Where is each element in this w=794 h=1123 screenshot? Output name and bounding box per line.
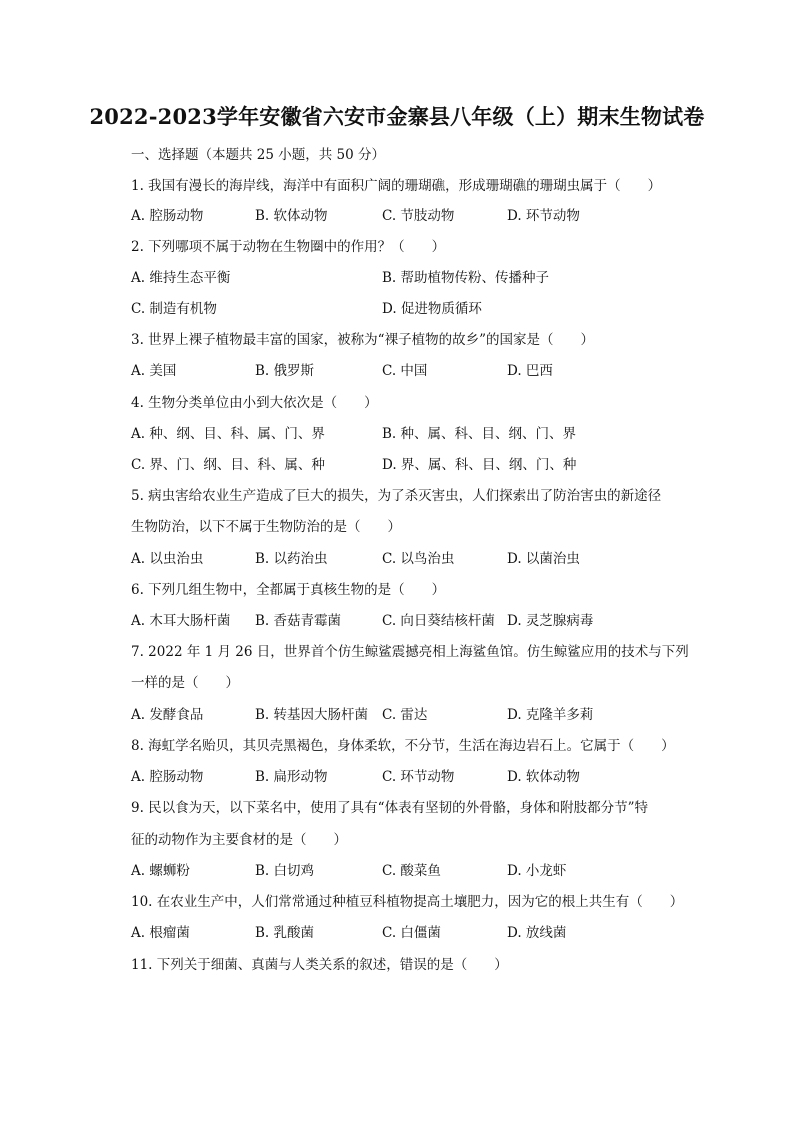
option-d: D. 以菌治虫 [507,551,580,567]
option-d: D. 克隆羊多莉 [507,707,594,723]
question-4-options-row2 [131,456,691,474]
option-d: D. 放线菌 [507,925,567,941]
question-9-stem-line1: 9. 民以食为天，以下菜名中，使用了具有“体表有坚韧的外骨骼，身体和附肢都分节”特 [131,800,648,816]
question-4-stem: 4. 生物分类单位由小到大依次是（ ） [131,395,378,411]
option-c: C. 以鸟治虫 [382,551,455,567]
option-c: C. 白僵菌 [382,925,441,941]
option-d: D. 灵芝腺病毒 [507,613,594,629]
option-b: B. 种、属、科、目、纲、门、界 [382,426,577,442]
option-d: D. 巴西 [507,363,553,379]
option-c: C. 中国 [382,363,428,379]
option-d: D. 软体动物 [507,769,580,785]
option-d: D. 促进物质循环 [382,301,482,317]
question-2-stem: 2. 下列哪项不属于动物在生物圈中的作用？（ ） [131,239,446,255]
question-3-options [131,362,691,380]
question-2-options-row2 [131,300,691,318]
option-a: A. 腔肠动物 [131,769,204,785]
option-b: B. 乳酸菌 [255,925,315,941]
option-d: D. 小龙虾 [507,863,567,879]
question-2-options-row1 [131,269,691,287]
question-10-stem: 10. 在农业生产中，人们常常通过种植豆科植物提高土壤肥力，因为它的根上共生有（ ） [131,894,684,910]
option-a: A. 以虫治虫 [131,551,204,567]
option-a: A. 维持生态平衡 [131,270,231,286]
option-a: A. 腔肠动物 [131,208,204,224]
option-a: A. 美国 [131,363,177,379]
question-6-options [131,612,691,630]
question-11-stem: 11. 下列关于细菌、真菌与人类关系的叙述，错误的是（ ） [131,957,508,973]
option-d: D. 环节动物 [507,208,580,224]
question-7-options [131,706,691,724]
question-3-stem: 3. 世界上裸子植物最丰富的国家，被称为“裸子植物的故乡”的国家是（ ） [131,332,594,348]
option-c: C. 环节动物 [382,769,455,785]
option-c: C. 制造有机物 [131,301,217,317]
option-a: A. 根瘤菌 [131,925,190,941]
option-c: C. 雷达 [382,707,428,723]
option-a: A. 木耳大肠杆菌 [131,613,231,629]
question-5-stem-line2: 生物防治，以下不属于生物防治的是（ ） [131,519,401,535]
question-7-stem-line2: 一样的是（ ） [131,675,239,691]
question-9-stem-line2: 征的动物作为主要食材的是（ ） [131,832,347,848]
option-a: A. 发酵食品 [131,707,204,723]
section-heading: 一、选择题（本题共 25 小题，共 50 分） [131,147,386,163]
question-1-options [131,207,691,225]
option-b: B. 白切鸡 [255,863,315,879]
option-c: C. 节肢动物 [382,208,455,224]
question-8-stem: 8. 海虹学名贻贝，其贝壳黑褐色，身体柔软，不分节，生活在海边岩石上。它属于（ ） [131,738,675,754]
question-5-options [131,550,691,568]
option-b: B. 帮助植物传粉、传播种子 [382,270,550,286]
option-b: B. 软体动物 [255,208,328,224]
option-b: B. 俄罗斯 [255,363,315,379]
option-c: C. 界、门、纲、目、科、属、种 [131,457,325,473]
question-4-options-row1 [131,425,691,443]
question-6-stem: 6. 下列几组生物中，全都属于真核生物的是（ ） [131,582,446,598]
question-8-options [131,768,691,786]
question-9-options [131,862,691,880]
option-b: B. 转基因大肠杆菌 [255,707,369,723]
question-5-stem-line1: 5. 病虫害给农业生产造成了巨大的损失，为了杀灭害虫，人们探索出了防治害虫的新途径 [131,488,662,504]
option-a: A. 种、纲、目、科、属、门、界 [131,426,325,442]
option-b: B. 以药治虫 [255,551,328,567]
option-c: C. 酸菜鱼 [382,863,441,879]
option-c: C. 向日葵结核杆菌 [382,613,495,629]
option-d: D. 界、属、科、目、纲、门、种 [382,457,577,473]
question-10-options [131,924,691,942]
option-b: B. 扁形动物 [255,769,328,785]
exam-title: 2022-2023学年安徽省六安市金寨县八年级（上）期末生物试卷 [89,104,705,129]
option-a: A. 螺蛳粉 [131,863,190,879]
question-1-stem: 1. 我国有漫长的海岸线，海洋中有面积广阔的珊瑚礁，形成珊瑚礁的珊瑚虫属于（ ） [131,178,662,194]
question-7-stem-line1: 7. 2022 年 1 月 26 日，世界首个仿生鲸鲨震撼亮相上海鲨鱼馆。仿生鲸鲨应用的技术与下列 [131,644,689,660]
option-b: B. 香菇青霉菌 [255,613,342,629]
